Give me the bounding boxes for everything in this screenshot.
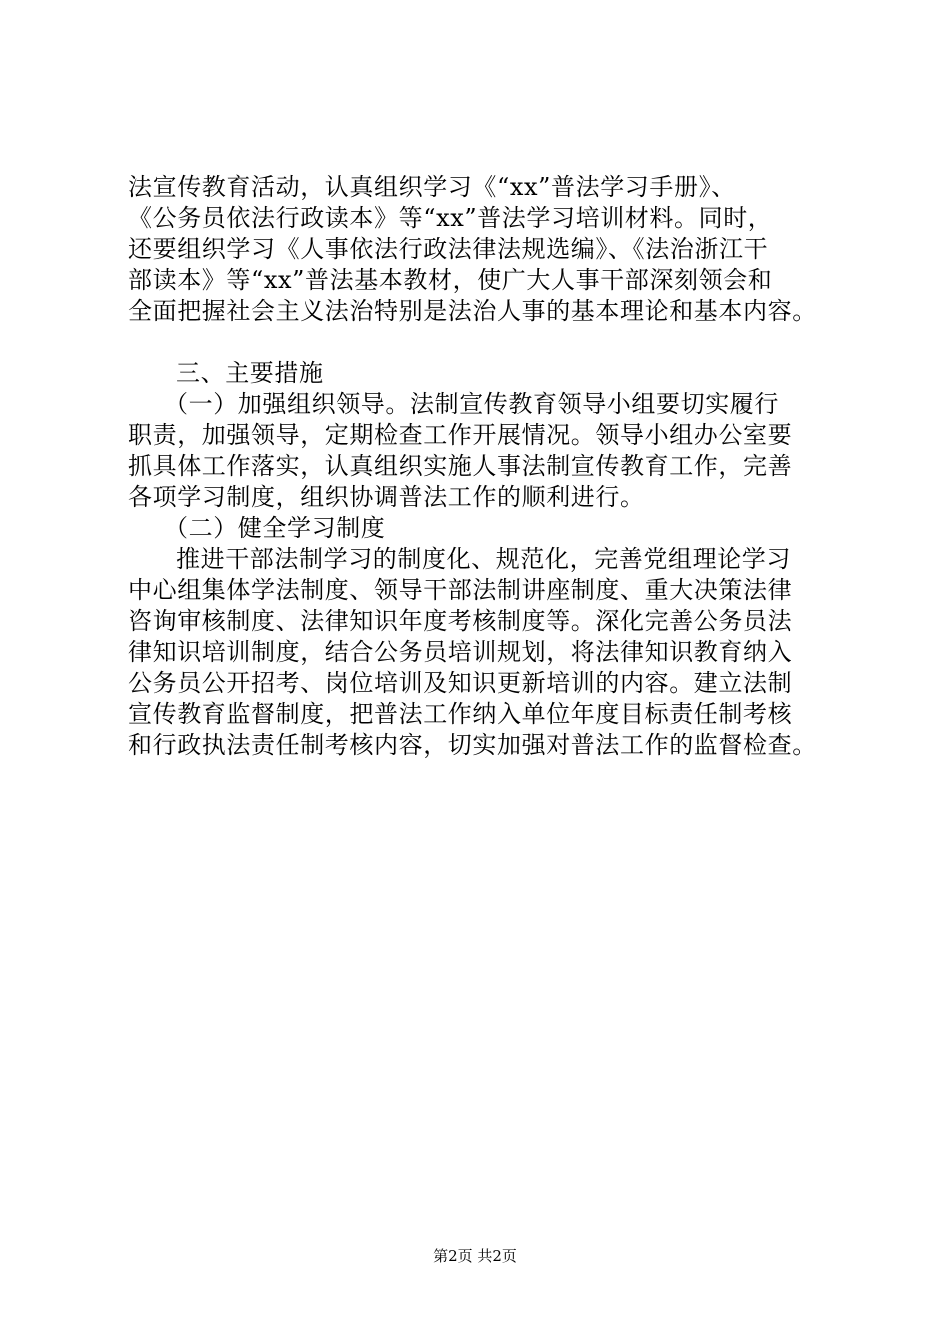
paragraph-gap: [128, 327, 828, 358]
text-line: 宣传教育监督制度，把普法工作纳入单位年度目标责任制考核: [128, 700, 793, 728]
paragraph-continuation: [128, 172, 828, 327]
text-line: 全面把握社会主义法治特别是法治人事的基本理论和基本内容。: [128, 297, 817, 325]
text-line: 中心组集体学法制度、领导干部法制讲座制度、重大决策法律: [128, 576, 793, 604]
text-line: 法宣传教育活动，认真组织学习《“xx”普法学习手册》、: [128, 173, 736, 201]
page-footer: 第2页 共2页: [433, 1247, 517, 1265]
measure-one-paragraph: [128, 389, 828, 513]
text-line: 还要组织学习《人事依法行政法律法规选编》、《法治浙江干: [128, 235, 769, 263]
text-line: 咨询审核制度、法律知识年度考核制度等。深化完善公务员法: [128, 607, 793, 635]
document-body: [128, 172, 828, 761]
text-line: 抓具体工作落实，认真组织实施人事法制宣传教育工作，完善: [128, 452, 793, 480]
text-line: 职责，加强领导，定期检查工作开展情况。领导小组办公室要: [128, 421, 793, 449]
measure-two-heading: （二）健全学习制度: [164, 514, 386, 542]
text-line: （一）加强组织领导。法制宣传教育领导小组要切实履行: [164, 390, 779, 418]
text-line: 律知识培训制度，结合公务员培训规划，将法律知识教育纳入: [128, 638, 793, 666]
text-line: 各项学习制度，组织协调普法工作的顺利进行。: [128, 483, 645, 511]
text-line: 《公务员依法行政读本》等“xx”普法学习培训材料。同时，: [128, 204, 773, 232]
text-line: 公务员公开招考、岗位培训及知识更新培训的内容。建立法制: [128, 669, 793, 697]
text-line: 推进干部法制学习的制度化、规范化，完善党组理论学习: [176, 545, 791, 573]
text-line: 和行政执法责任制考核内容，切实加强对普法工作的监督检查。: [128, 731, 817, 759]
section-heading: 三、主要措施: [176, 359, 324, 387]
measure-two-paragraph: [128, 544, 828, 761]
text-line: 部读本》等“xx”普法基本教材，使广大人事干部深刻领会和: [128, 266, 773, 294]
